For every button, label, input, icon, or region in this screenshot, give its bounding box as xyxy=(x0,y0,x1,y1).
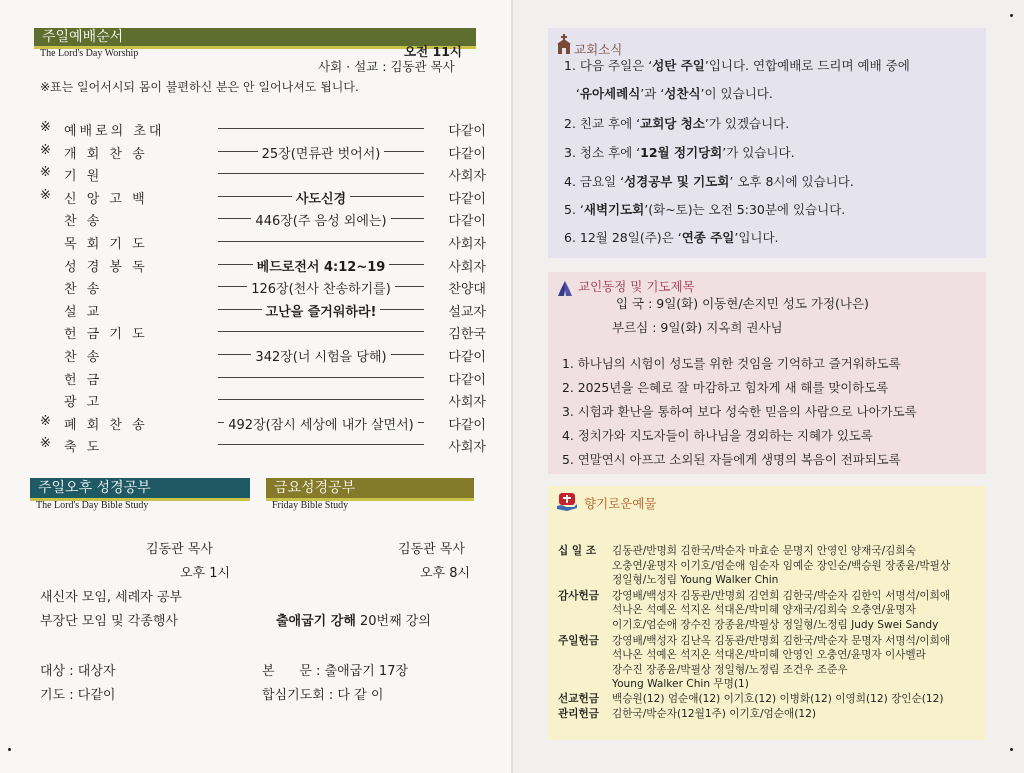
worship-item-name: 헌 금 xyxy=(64,373,103,388)
offering-label: 주일헌금 xyxy=(558,634,599,647)
worship-item-name: 폐 회 찬 송 xyxy=(64,418,148,433)
worship-item-name: 헌 금 기 도 xyxy=(64,327,148,342)
sunday-study-target: 대상 : 대상자 xyxy=(40,664,116,679)
worship-item-name: 예배로의 초대 xyxy=(64,124,165,139)
offering-label: 십 일 조 xyxy=(558,545,597,557)
worship-item-leader: 다같이 xyxy=(448,418,486,433)
friday-study-text xyxy=(262,660,408,679)
worship-item-detail: 492장(잠시 세상에 내가 살면서) xyxy=(224,418,418,433)
worship-leader: 사회 · 설교 : 김동관 목사 xyxy=(318,59,455,74)
worship-item-leader: 다같이 xyxy=(448,192,486,207)
news-highlight: 성찬식 xyxy=(664,86,701,101)
news-item xyxy=(564,228,779,246)
worship-row xyxy=(40,367,486,387)
news-text: 5. ‘ xyxy=(564,202,584,217)
worship-item-name: 찬 송 xyxy=(64,214,103,229)
worship-row xyxy=(40,299,486,319)
worship-item-name: 성 경 봉 독 xyxy=(64,260,148,275)
worship-row xyxy=(40,344,486,364)
offering-names: 장수진 장종윤/박필상 정일형/노정림 조건우 조준우 xyxy=(612,663,848,676)
worship-row xyxy=(40,321,486,341)
worship-item-leader: 찬양대 xyxy=(448,282,486,297)
gift-heart-icon xyxy=(556,492,578,512)
friday-study-pastor: 김동관 목사 xyxy=(398,542,465,557)
stand-mark: ※ xyxy=(40,120,51,135)
friday-study-header xyxy=(266,478,474,512)
church-icon xyxy=(556,34,572,56)
prayer-item: 2. 2025년을 은혜로 잘 마감하고 힘차게 새 해를 맞이하도록 xyxy=(562,380,889,395)
praying-hands-icon xyxy=(556,280,574,298)
sunday-study-header xyxy=(30,478,250,512)
news-item xyxy=(564,114,789,132)
friday-study-topic-bold: 출애굽기 강해 xyxy=(276,614,356,629)
leader-line xyxy=(218,241,424,242)
worship-item-detail: 446장(주 음성 외에는) xyxy=(251,214,390,229)
news-text: ’(화~토)는 오전 5:30분에 있습니다. xyxy=(644,202,846,217)
offering-names: 강영배/백성자 김난옥 김동관/반명희 김한국/박순자 문명자 서명석/이희애 xyxy=(612,634,951,647)
offering-names: 석나온 석예온 석지온 석대온/박미혜 양재국/김희숙 오충연/윤명자 xyxy=(612,604,916,617)
worship-item-name: 설 교 xyxy=(64,305,103,320)
news-highlight: 연종 주일 xyxy=(681,230,735,245)
friday-study-group: 합심기도회 : 다 같 이 xyxy=(262,688,384,703)
worship-item-detail-wrap xyxy=(218,256,424,275)
news-text: ’과 ‘ xyxy=(640,86,665,101)
worship-item-detail-wrap xyxy=(218,346,424,365)
news-text: ‘ xyxy=(564,86,580,101)
friday-study-title: 금요성경공부 xyxy=(274,480,356,496)
leader-line xyxy=(218,399,424,400)
worship-item-detail-wrap xyxy=(218,210,424,229)
offering-names: 백승원(12) 엄순애(12) 이기호(12) 이병화(12) 이영희(12) 장인순(12) xyxy=(612,693,944,705)
news-item xyxy=(564,56,910,74)
friday-study-text-label: 본 문 : xyxy=(262,664,325,679)
worship-item-leader: 사회자 xyxy=(448,169,486,184)
news-text: ’가 있습니다. xyxy=(722,145,795,160)
worship-note: ※표는 일어서시되 몸이 불편하신 분은 안 일어나셔도 됩니다. xyxy=(40,80,359,94)
news-text: 4. 금요일 ‘ xyxy=(564,174,625,189)
news-text: ’가 있겠습니다. xyxy=(704,116,790,131)
worship-item-leader: 다같이 xyxy=(448,373,486,388)
offering-names: 김동관/반명희 김한국/박순자 마효순 문명지 안영인 양재국/김희숙 xyxy=(612,545,916,557)
page-fold xyxy=(511,0,513,773)
worship-item-name: 목 회 기 도 xyxy=(64,237,148,252)
prayer-item: 1. 하나님의 시험이 성도를 위한 것임을 기억하고 즐거워하도록 xyxy=(562,356,901,371)
news-text: 3. 청소 후에 ‘ xyxy=(564,145,641,160)
worship-item-name: 개 회 찬 송 xyxy=(64,147,148,162)
offering-title: 향기로운예물 xyxy=(584,496,657,511)
prayer-item: 5. 연말연시 아프고 소외된 자들에게 생명의 복음이 전파되도록 xyxy=(562,452,901,467)
prayer-item: 4. 정치가와 지도자들이 하나님을 경외하는 지혜가 있도록 xyxy=(562,428,873,443)
sunday-study-pastor: 김동관 목사 xyxy=(146,542,213,557)
offering-names: 오충연/윤명자 이기호/엄순애 임순자 임예순 장인순/백승원 장종윤/박필상 xyxy=(612,559,951,572)
news-text: ’입니다. xyxy=(734,230,779,245)
offering-label: 선교헌금 xyxy=(558,693,599,705)
members-call: 부르심 : 9일(화) 지옥희 권사님 xyxy=(612,320,783,335)
friday-study-time: 오후 8시 xyxy=(420,566,471,581)
worship-title: 주일예배순서 xyxy=(42,29,124,45)
worship-item-leader: 사회자 xyxy=(448,395,486,410)
leader-line xyxy=(218,377,424,378)
prayer-item: 3. 시험과 환난을 통하여 보다 성숙한 믿음의 사람으로 나아가도록 xyxy=(562,404,917,419)
news-text: ’입니다. 연합예배로 드리며 예배 중에 xyxy=(704,58,910,73)
worship-item-detail-wrap xyxy=(218,188,424,207)
worship-item-leader: 김한국 xyxy=(448,327,486,342)
friday-study-topic-rest: 20번째 강의 xyxy=(355,614,431,629)
worship-item-detail: 342장(너 시험을 당해) xyxy=(251,350,390,365)
news-item xyxy=(564,143,795,161)
news-highlight: 교회당 청소 xyxy=(640,116,705,131)
worship-row xyxy=(40,186,486,206)
worship-item-leader: 사회자 xyxy=(448,440,486,455)
sunday-study-line2: 부장단 모임 및 각종행사 xyxy=(40,614,178,629)
news-highlight: 12월 정기당회 xyxy=(640,145,723,160)
worship-item-detail: 베드로전서 4:12~19 xyxy=(253,260,390,275)
leader-line xyxy=(218,173,424,174)
news-text: 1. 다음 주일은 ‘ xyxy=(564,58,653,73)
worship-row xyxy=(40,231,486,251)
worship-item-name: 기 원 xyxy=(64,169,103,184)
worship-row xyxy=(40,434,486,454)
worship-item-name: 축 도 xyxy=(64,440,103,455)
worship-row xyxy=(40,141,486,161)
worship-item-detail: 126장(천사 찬송하기를) xyxy=(247,282,395,297)
church-news-title: 교회소식 xyxy=(574,42,623,57)
worship-row xyxy=(40,389,486,409)
news-text: 6. 12월 28일(주)은 ‘ xyxy=(564,230,682,245)
stand-mark: ※ xyxy=(40,188,51,203)
sunday-study-title-en: The Lord's Day Bible Study xyxy=(36,500,149,511)
news-text: ’ 오후 8시에 있습니다. xyxy=(729,174,854,189)
offering-names: 김한국/박순자(12월1주) 이기호/엄순애(12) xyxy=(612,707,817,720)
worship-row xyxy=(40,163,486,183)
worship-row xyxy=(40,254,486,274)
worship-row xyxy=(40,276,486,296)
leader-line xyxy=(218,331,424,332)
worship-item-name: 광 고 xyxy=(64,395,103,410)
worship-item-detail: 25장(면류관 벗어서) xyxy=(258,147,385,162)
worship-row xyxy=(40,118,486,138)
worship-item-leader: 설교자 xyxy=(448,305,486,320)
sunday-study-title: 주일오후 성경공부 xyxy=(38,480,151,496)
worship-item-detail: 고난을 즐거워하라! xyxy=(262,305,381,320)
offering-names: 정일형/노정림 Young Walker Chin xyxy=(612,574,779,587)
worship-item-detail-wrap xyxy=(218,278,424,297)
worship-item-leader: 다같이 xyxy=(448,147,486,162)
worship-item-name: 신 앙 고 백 xyxy=(64,192,148,207)
stand-mark: ※ xyxy=(40,414,51,429)
stand-mark: ※ xyxy=(40,165,51,180)
friday-study-title-en: Friday Bible Study xyxy=(272,500,349,511)
members-prayer-title: 교인동정 및 기도제목 xyxy=(578,279,695,294)
news-highlight: 성탄 주일 xyxy=(652,58,705,73)
worship-row xyxy=(40,208,486,228)
worship-item-leader: 사회자 xyxy=(448,260,486,275)
worship-item-leader: 다같이 xyxy=(448,350,486,365)
leader-line xyxy=(218,444,424,445)
worship-item-name: 찬 송 xyxy=(64,282,103,297)
page-edge-dot xyxy=(1010,748,1013,751)
news-item xyxy=(564,172,854,190)
offering-names: 석나온 석예온 석지온 석대온/박미혜 안영인 오충연/윤명자 이사벨라 xyxy=(612,649,926,662)
news-highlight: 새벽기도회 xyxy=(583,202,645,217)
leader-line xyxy=(218,128,424,129)
page-edge-dot xyxy=(1010,14,1013,17)
sunday-study-time: 오후 1시 xyxy=(180,566,231,581)
news-item xyxy=(564,200,845,218)
worship-item-leader: 다같이 xyxy=(448,124,486,139)
news-text: ’이 있습니다. xyxy=(700,86,773,101)
offering-names: 이기호/엄순애 장수진 장종윤/박필상 정일형/노정림 Judy Swei Sandy xyxy=(612,619,939,631)
worship-title-en: The Lord's Day Worship xyxy=(40,48,139,59)
worship-item-leader: 다같이 xyxy=(448,214,486,229)
worship-row xyxy=(40,412,486,432)
worship-item-detail-wrap xyxy=(218,414,424,433)
worship-item-leader: 사회자 xyxy=(448,237,486,252)
sunday-study-prayer: 기도 : 다같이 xyxy=(40,688,116,703)
members-entry: 입 국 : 9일(화) 이동현/손지민 성도 가정(나은) xyxy=(616,296,869,311)
worship-item-name: 찬 송 xyxy=(64,350,103,365)
news-item xyxy=(564,84,773,102)
offering-label: 감사헌금 xyxy=(558,589,599,602)
news-text: 2. 친교 후에 ‘ xyxy=(564,116,641,131)
worship-item-detail: 사도신경 xyxy=(292,192,350,207)
friday-study-text-value: 출애굽기 17장 xyxy=(324,664,409,679)
sunday-study-line1: 새신자 모임, 세례자 공부 xyxy=(40,590,183,605)
news-highlight: 성경공부 및 기도회 xyxy=(624,174,730,189)
worship-time: 오전 11시 xyxy=(404,44,462,59)
offering-names: Young Walker Chin 무명(1) xyxy=(612,678,749,691)
stand-mark: ※ xyxy=(40,143,51,158)
page-edge-dot xyxy=(8,748,11,751)
friday-study-topic xyxy=(276,610,431,629)
stand-mark: ※ xyxy=(40,436,51,451)
offering-label: 관리헌금 xyxy=(558,707,599,720)
news-highlight: 유아세례식 xyxy=(579,86,641,101)
offering-names: 강영배/백성자 김동관/반명희 김연희 김한국/박순자 김한익 서명석/이희애 xyxy=(612,589,951,602)
worship-item-detail-wrap xyxy=(218,301,424,320)
worship-item-detail-wrap xyxy=(218,143,424,162)
